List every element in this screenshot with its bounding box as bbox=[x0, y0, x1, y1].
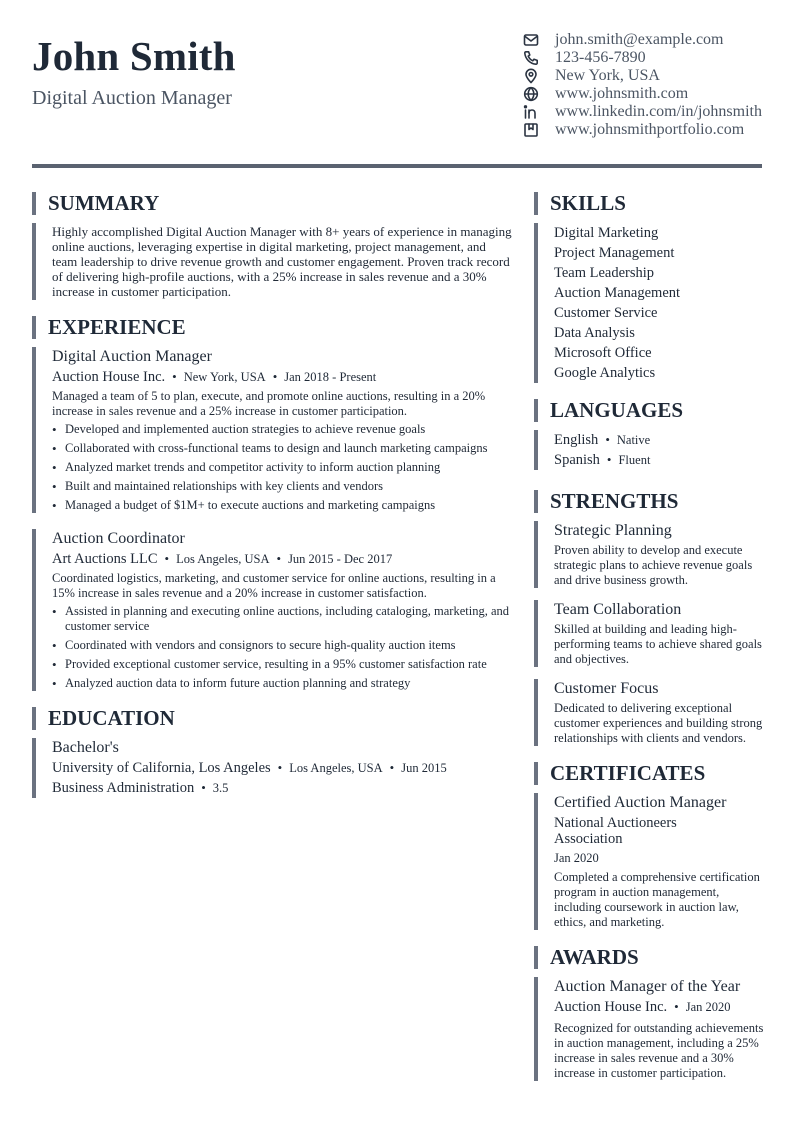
award-title: Auction Manager of the Year bbox=[554, 978, 741, 995]
candidate-title: Digital Auction Manager bbox=[32, 87, 232, 109]
job-title: Auction Coordinator bbox=[52, 530, 185, 547]
language-item bbox=[554, 450, 764, 470]
education-item bbox=[32, 738, 512, 798]
separator-dot: • bbox=[272, 369, 278, 384]
education-heading: EDUCATION bbox=[32, 707, 512, 730]
mail-icon bbox=[522, 31, 540, 49]
separator-dot: • bbox=[164, 551, 170, 566]
separator-dot: • bbox=[277, 760, 283, 775]
strengths-heading: STRENGTHS bbox=[534, 490, 764, 513]
skill-item: Customer Service bbox=[554, 305, 658, 321]
job-title: Digital Auction Manager bbox=[52, 348, 212, 365]
skill-item: Project Management bbox=[554, 245, 675, 261]
skill-item: Google Analytics bbox=[554, 365, 656, 381]
certificate-desc: Completed a comprehensive certification program in auction management, including coursework in auction law, ethics, and marketing. bbox=[554, 870, 760, 929]
contact-linkedin-text: www.linkedin.com/in/johnsmith bbox=[555, 103, 762, 120]
skill-item: Data Analysis bbox=[554, 325, 635, 341]
phone-icon bbox=[522, 49, 540, 67]
location-pin-icon bbox=[522, 67, 540, 85]
separator-dot: • bbox=[201, 780, 206, 795]
job-meta bbox=[52, 549, 512, 569]
job-bullets bbox=[52, 604, 512, 691]
linkedin-icon bbox=[522, 103, 540, 121]
education-school: University of California, Los Angeles bbox=[52, 760, 271, 776]
right-column bbox=[534, 192, 764, 1097]
separator-dot: • bbox=[605, 432, 610, 447]
strength-item bbox=[534, 600, 764, 667]
languages-list bbox=[534, 430, 764, 470]
education-gpa: 3.5 bbox=[212, 781, 229, 795]
globe-icon bbox=[522, 85, 540, 103]
strength-title: Team Collaboration bbox=[554, 601, 682, 618]
contact-portfolio[interactable] bbox=[522, 121, 762, 139]
strength-desc: Proven ability to develop and execute strategic plans to achieve revenue goals and drive business growth. bbox=[554, 543, 753, 587]
languages-heading: LANGUAGES bbox=[534, 399, 764, 422]
contact-list bbox=[522, 31, 762, 139]
job-location: New York, USA bbox=[183, 370, 266, 384]
experience-item bbox=[32, 347, 512, 513]
skill-item: Microsoft Office bbox=[554, 345, 652, 361]
separator-dot: • bbox=[389, 760, 395, 775]
job-meta bbox=[52, 367, 512, 387]
job-bullet: • Coordinated with vendors and consignors to secure high-quality auction items bbox=[52, 638, 512, 653]
separator-dot: • bbox=[172, 369, 177, 384]
certificates-heading: CERTIFICATES bbox=[534, 762, 764, 785]
certificate-title: Certified Auction Manager bbox=[554, 794, 727, 811]
contact-location bbox=[522, 67, 762, 85]
education-meta bbox=[52, 758, 512, 778]
job-dates: Jan 2018 - Present bbox=[284, 370, 377, 384]
award-desc: Recognized for outstanding achievements in auction management, including a 25% increase in sales revenue and a 30% increase in customer participation. bbox=[554, 1021, 764, 1080]
separator-dot: • bbox=[276, 551, 282, 566]
language-level: Native bbox=[616, 433, 651, 447]
education-date: Jun 2015 bbox=[401, 761, 447, 775]
skill-item: Team Leadership bbox=[554, 265, 655, 281]
job-dates: Jun 2015 - Dec 2017 bbox=[288, 552, 393, 566]
education-location: Los Angeles, USA bbox=[289, 761, 383, 775]
resume-header bbox=[32, 28, 762, 148]
separator-dot: • bbox=[606, 452, 612, 467]
strength-desc: Skilled at building and leading high-performing teams to achieve shared goals and objectives. bbox=[554, 622, 762, 666]
job-bullet: • Managed a budget of $1M+ to execute auctions and marketing campaigns bbox=[52, 498, 512, 513]
contact-website-text: www.johnsmith.com bbox=[555, 85, 689, 102]
portfolio-icon bbox=[522, 121, 540, 139]
skill-item: Auction Management bbox=[554, 285, 681, 301]
skill-item: Digital Marketing bbox=[554, 225, 659, 241]
skills-heading: SKILLS bbox=[534, 192, 764, 215]
certificate-item bbox=[534, 793, 764, 930]
candidate-name: John Smith bbox=[32, 33, 236, 79]
left-column bbox=[32, 192, 512, 814]
job-location: Los Angeles, USA bbox=[176, 552, 270, 566]
contact-location-text: New York, USA bbox=[555, 67, 660, 84]
award-meta bbox=[554, 997, 764, 1017]
job-bullet: • Built and maintained relationships with key clients and vendors bbox=[52, 479, 512, 494]
job-bullet: • Assisted in planning and executing online auctions, including cataloging, marketing, and customer service bbox=[52, 604, 512, 634]
contact-email-text: john.smith@example.com bbox=[555, 31, 724, 48]
award-org: Auction House Inc. bbox=[554, 999, 668, 1015]
experience-heading: EXPERIENCE bbox=[32, 316, 512, 339]
summary-section bbox=[32, 223, 512, 300]
job-bullet: • Collaborated with cross-functional teams to design and launch marketing campaigns bbox=[52, 441, 512, 456]
contact-phone-text: 123-456-7890 bbox=[555, 49, 646, 66]
strength-title: Customer Focus bbox=[554, 680, 659, 697]
job-bullet: • Developed and implemented auction strategies to achieve revenue goals bbox=[52, 422, 512, 437]
contact-email[interactable] bbox=[522, 31, 762, 49]
language-item bbox=[554, 430, 764, 450]
job-bullets bbox=[52, 422, 512, 513]
awards-heading: AWARDS bbox=[534, 946, 764, 969]
education-degree: Bachelor's bbox=[52, 739, 119, 756]
job-description: Managed a team of 5 to plan, execute, and promote online auctions, resulting in a 20% increase in sales revenue and a 25% increase in customer participation. bbox=[52, 389, 486, 418]
certificate-org: National Auctioneers Association bbox=[554, 815, 677, 847]
award-item bbox=[534, 977, 764, 1081]
education-field: Business Administration bbox=[52, 780, 195, 796]
job-bullet: • Provided exceptional customer service, resulting in a 95% customer satisfaction rate bbox=[52, 657, 512, 672]
award-date: Jan 2020 bbox=[685, 1000, 731, 1014]
language-name: English bbox=[554, 432, 599, 448]
separator-dot: • bbox=[674, 999, 679, 1014]
contact-website[interactable] bbox=[522, 85, 762, 103]
experience-item bbox=[32, 529, 512, 691]
skills-list bbox=[534, 223, 764, 383]
strength-desc: Dedicated to delivering exceptional customer experiences and building strong relationships with clients and vendors. bbox=[554, 701, 763, 745]
language-name: Spanish bbox=[554, 452, 600, 468]
job-company: Art Auctions LLC bbox=[52, 551, 158, 567]
language-level: Fluent bbox=[618, 453, 651, 467]
strength-item bbox=[534, 679, 764, 746]
job-bullet: • Analyzed market trends and competitor activity to inform auction planning bbox=[52, 460, 512, 475]
contact-portfolio-text: www.johnsmithportfolio.com bbox=[555, 121, 745, 138]
job-company: Auction House Inc. bbox=[52, 369, 166, 385]
strength-title: Strategic Planning bbox=[554, 522, 672, 539]
contact-phone[interactable] bbox=[522, 49, 762, 67]
job-description: Coordinated logistics, marketing, and customer service for online auctions, resulting in a 15% increase in sales revenue and a 20% increase in customer satisfaction. bbox=[52, 571, 496, 600]
strength-item bbox=[534, 521, 764, 588]
summary-heading: SUMMARY bbox=[32, 192, 512, 215]
contact-linkedin[interactable] bbox=[522, 103, 762, 121]
education-field-row bbox=[52, 778, 512, 798]
job-bullet: • Analyzed auction data to inform future auction planning and strategy bbox=[52, 676, 512, 691]
summary-text: Highly accomplished Digital Auction Manager with 8+ years of experience in managing online auctions, leveraging expertise in digital marketing, project management, and team leadership to drive revenue growth and customer engagement. Proven track record of delivering high-profile auctions, with a 25% increase in sales revenue and a 30% increase in customer participation. bbox=[52, 224, 512, 299]
header-divider bbox=[32, 164, 762, 168]
certificate-date: Jan 2020 bbox=[554, 851, 599, 865]
